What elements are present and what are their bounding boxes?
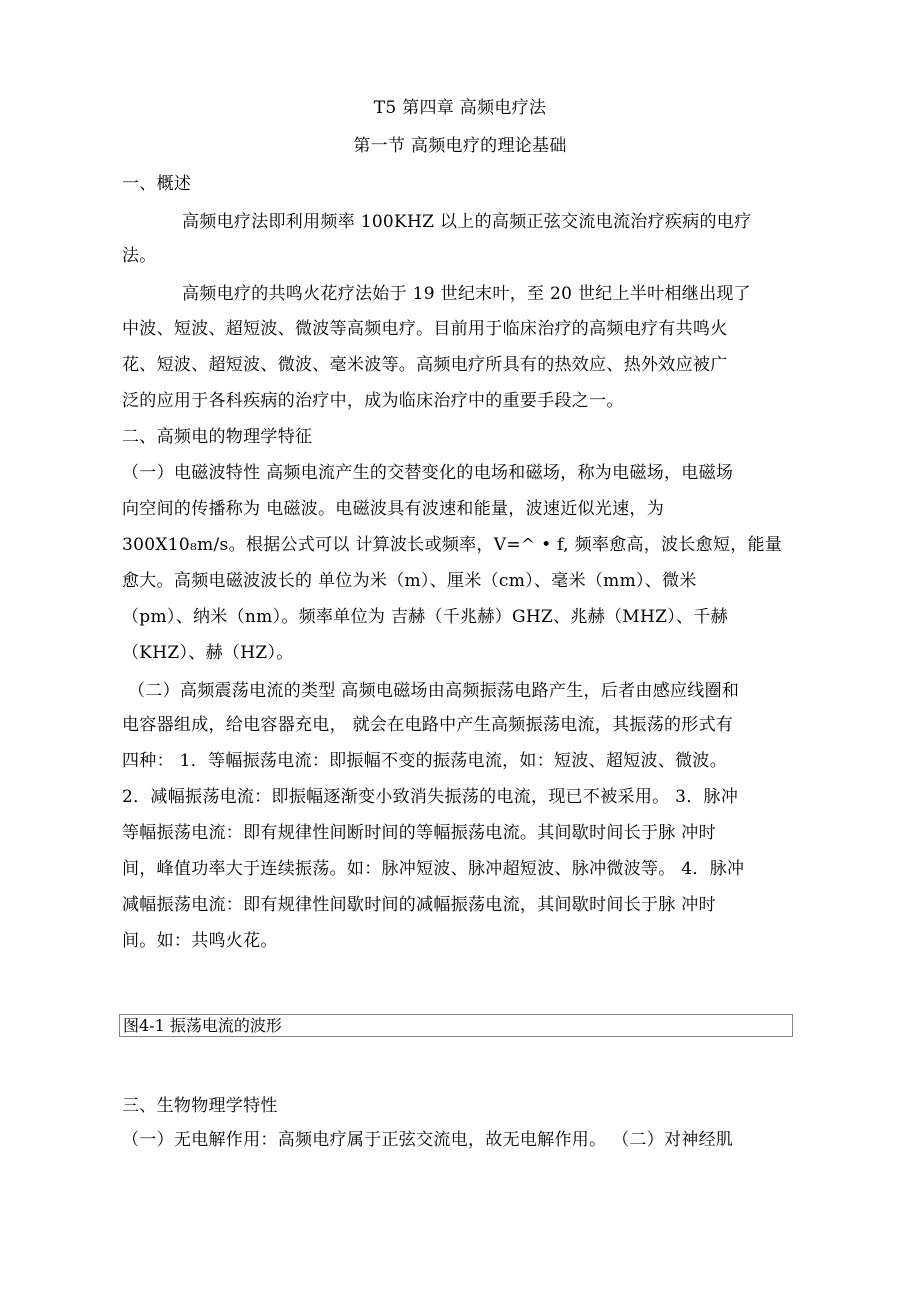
paragraph-line: 2．减幅振荡电流：即振幅逐渐变小致消失振荡的电流，现已不被采用。 3．脉冲 [122, 787, 739, 807]
paragraph-line: 300X10₈m/s。根据公式可以 计算波长或频率，V=^ • f, 频率愈高，波长愈短，能量 [122, 535, 783, 555]
paragraph-line: 高频电疗的共鸣火花疗法始于 19 世纪末叶，至 20 世纪上半叶相继出现了 [182, 284, 751, 304]
paragraph-line: 中波、短波、超短波、微波等高频电疗。目前用于临床治疗的高频电疗有共鸣火 [122, 319, 728, 339]
section-title: 第一节 高频电疗的理论基础 [353, 136, 567, 156]
paragraph-line: 泛的应用于各科疾病的治疗中，成为临床治疗中的重要手段之一。 [122, 391, 624, 411]
paragraph-line: 间。如：共鸣火花。 [122, 931, 278, 951]
heading-physics: 二、高频电的物理学特征 [122, 427, 313, 447]
paragraph-line: （pm）、纳米（nm）。频率单位为 吉赫（千兆赫）GHZ、兆赫（MHZ）、千赫 [122, 607, 728, 627]
figure-caption-box [119, 1014, 793, 1037]
figure-caption: 图4-1 振荡电流的波形 [123, 1016, 282, 1035]
paragraph-line: 法。 [122, 246, 157, 266]
paragraph-line: 四种： 1．等幅振荡电流：即振幅不变的振荡电流，如：短波、超短波、微波。 [122, 751, 728, 771]
chapter-title: T5 第四章 高频电疗法 [373, 98, 547, 118]
paragraph-line: （KHZ）、赫（HZ）。 [122, 643, 294, 663]
paragraph-line: （二）高频震荡电流的类型 高频电磁场由高频振荡电路产生，后者由感应线圈和 [128, 681, 740, 701]
paragraph-line: （一）无电解作用：高频电疗属于正弦交流电，故无电解作用。 （二）对神经肌 [122, 1130, 734, 1150]
paragraph-line: 花、短波、超短波、微波、毫米波等。高频电疗所具有的热效应、热外效应被广 [122, 355, 728, 375]
heading-biophysics: 三、生物物理学特性 [122, 1096, 278, 1116]
paragraph-line: 高频电疗法即利用频率 100KHZ 以上的高频正弦交流电流治疗疾病的电疗 [182, 212, 752, 232]
heading-overview: 一、概述 [122, 174, 192, 194]
paragraph-line: 向空间的传播称为 电磁波。电磁波具有波速和能量，波速近似光速，为 [122, 499, 665, 519]
paragraph-line: （一）电磁波特性 高频电流产生的交替变化的电场和磁场，称为电磁场，电磁场 [122, 463, 734, 483]
paragraph-line: 间，峰值功率大于连续振荡。如：脉冲短波、脉冲超短波、脉冲微波等。 4．脉冲 [122, 859, 745, 879]
paragraph-line: 减幅振荡电流：即有规律性间歇时间的减幅振荡电流，其间歇时间长于脉 冲时 [122, 895, 716, 915]
paragraph-line: 等幅振荡电流：即有规律性间断时间的等幅振荡电流。其间歇时间长于脉 冲时 [122, 823, 716, 843]
paragraph-line: 电容器组成，给电容器充电， 就会在电路中产生高频振荡电流，其振荡的形式有 [122, 715, 734, 735]
paragraph-line: 愈大。高频电磁波波长的 单位为米（m）、厘米（cm）、毫米（mm）、微米 [122, 571, 697, 591]
